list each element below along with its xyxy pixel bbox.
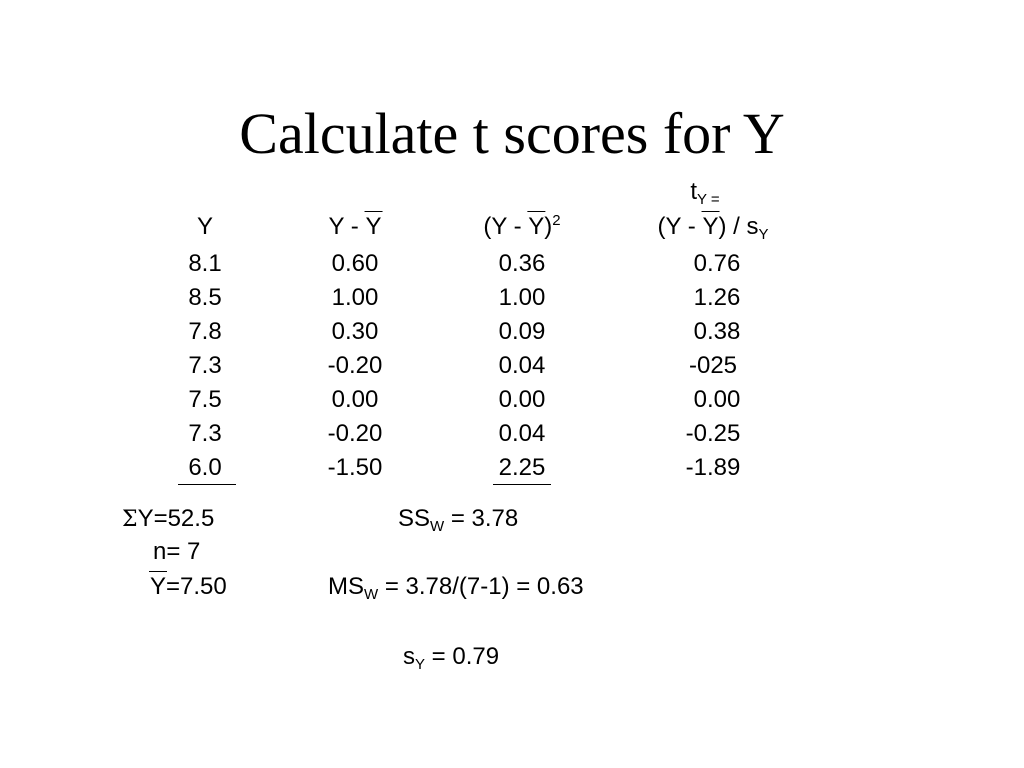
cell-deviation: 0.60 <box>331 250 379 277</box>
header-t-score: $(Y - Y) / s_Y$ <box>657 213 769 243</box>
slide-title: Calculate t scores for Y <box>239 101 785 166</box>
cell-t-score: -0.25 <box>685 420 741 447</box>
cell-y: 7.5 <box>188 386 222 413</box>
cell-deviation: -1.50 <box>327 454 383 481</box>
cell-t-score: 0.00 <box>693 386 741 413</box>
cell-y: 7.8 <box>188 318 222 345</box>
cell-squared: 0.36 <box>498 250 546 277</box>
sum-of-y: ΣY=52.5 <box>122 505 215 532</box>
header-deviation: Y - Y <box>328 213 382 240</box>
cell-t-score: 1.26 <box>693 284 741 311</box>
cell-squared: 1.00 <box>498 284 546 311</box>
cell-y: 8.5 <box>188 284 222 311</box>
cell-deviation: 0.30 <box>331 318 379 345</box>
cell-deviation: 0.00 <box>331 386 379 413</box>
t-header-top: $t_{Y =}$ <box>690 178 720 208</box>
squared-sum-underline <box>493 484 551 485</box>
cell-squared: 2.25 <box>498 454 546 481</box>
cell-deviation: -0.20 <box>327 420 383 447</box>
cell-y: 7.3 <box>188 352 222 379</box>
mean-of-y: Y=7.50 <box>150 573 227 600</box>
cell-t-score: 0.76 <box>693 250 741 277</box>
header-squared-deviation: (Y - Y)$^2$ <box>483 212 561 240</box>
standard-error: $s_Y = 0.79$ <box>403 643 500 673</box>
cell-t-score: 0.38 <box>693 318 741 345</box>
cell-squared: 0.00 <box>498 386 546 413</box>
cell-y: 7.3 <box>188 420 222 447</box>
sample-size: n= 7 <box>153 538 201 565</box>
cell-deviation: 1.00 <box>331 284 379 311</box>
ss-within: $SS_W = 3.78$ <box>398 505 519 535</box>
cell-squared: 0.04 <box>498 420 546 447</box>
y-sum-underline <box>178 484 236 485</box>
cell-squared: 0.09 <box>498 318 546 345</box>
header-y: Y <box>196 213 214 240</box>
cell-y: 6.0 <box>188 454 222 481</box>
cell-y: 8.1 <box>188 250 222 277</box>
ms-within: $MS_W = 3.78/(7-1) = 0.63$ <box>328 573 584 603</box>
cell-squared: 0.04 <box>498 352 546 379</box>
cell-deviation: -0.20 <box>327 352 383 379</box>
cell-t-score: -025 <box>688 352 738 379</box>
cell-t-score: -1.89 <box>685 454 741 481</box>
